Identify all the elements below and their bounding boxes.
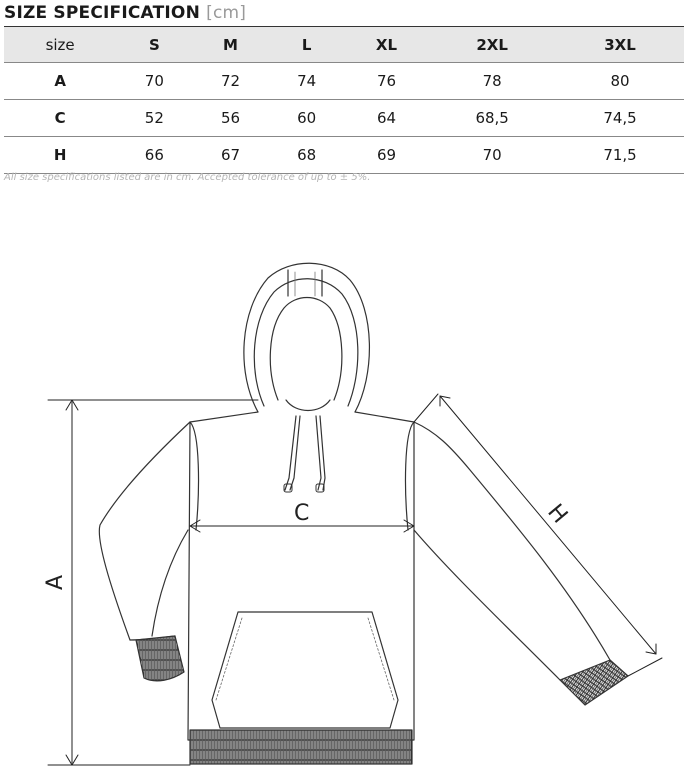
table-cell: 67 xyxy=(192,137,268,174)
table-row xyxy=(4,100,684,137)
label-h: H xyxy=(542,499,573,529)
size-table xyxy=(4,26,684,174)
title-text: SIZE SPECIFICATION xyxy=(4,3,200,23)
waistband xyxy=(190,730,412,764)
measure-a xyxy=(48,400,258,765)
table-cell: 80 xyxy=(556,63,684,100)
title-unit: [cm] xyxy=(206,3,247,23)
column-header-m: M xyxy=(192,27,268,63)
table-cell: 74,5 xyxy=(556,100,684,137)
left-sleeve xyxy=(99,422,190,681)
table-cell: 68 xyxy=(269,137,345,174)
body-outline xyxy=(188,412,414,740)
column-header-3xl: 3XL xyxy=(556,27,684,63)
table-cell: 72 xyxy=(192,63,268,100)
table-cell: 78 xyxy=(428,63,556,100)
hoodie-diagram xyxy=(0,200,685,773)
table-cell: 74 xyxy=(269,63,345,100)
table-cell: 56 xyxy=(192,100,268,137)
tolerance-note: All size specifications listed are in cm. Accepted tolerance of up to ± 5%. xyxy=(4,172,371,183)
table-row xyxy=(4,63,684,100)
table-cell: 68,5 xyxy=(428,100,556,137)
table-cell: 71,5 xyxy=(556,137,684,174)
table-cell: 70 xyxy=(116,63,192,100)
column-header-s: S xyxy=(116,27,192,63)
table-row xyxy=(4,137,684,174)
right-sleeve xyxy=(414,422,628,705)
table-header-row xyxy=(4,27,684,63)
column-header-xl: XL xyxy=(345,27,429,63)
hood-outline xyxy=(244,263,370,412)
table-cell: 70 xyxy=(428,137,556,174)
column-header-l: L xyxy=(269,27,345,63)
table-cell: 66 xyxy=(116,137,192,174)
label-c: C xyxy=(294,501,310,526)
column-header-2xl: 2XL xyxy=(428,27,556,63)
column-header-size: size xyxy=(4,27,116,63)
label-a: A xyxy=(43,574,68,590)
table-cell: 76 xyxy=(345,63,429,100)
drawstrings xyxy=(284,416,325,492)
measure-h xyxy=(414,394,662,676)
page-title xyxy=(4,3,246,23)
row-label: H xyxy=(4,137,116,174)
row-label: A xyxy=(4,63,116,100)
table-cell: 52 xyxy=(116,100,192,137)
table-cell: 60 xyxy=(269,100,345,137)
row-label: C xyxy=(4,100,116,137)
table-cell: 64 xyxy=(345,100,429,137)
kangaroo-pocket xyxy=(212,612,398,728)
table-cell: 69 xyxy=(345,137,429,174)
